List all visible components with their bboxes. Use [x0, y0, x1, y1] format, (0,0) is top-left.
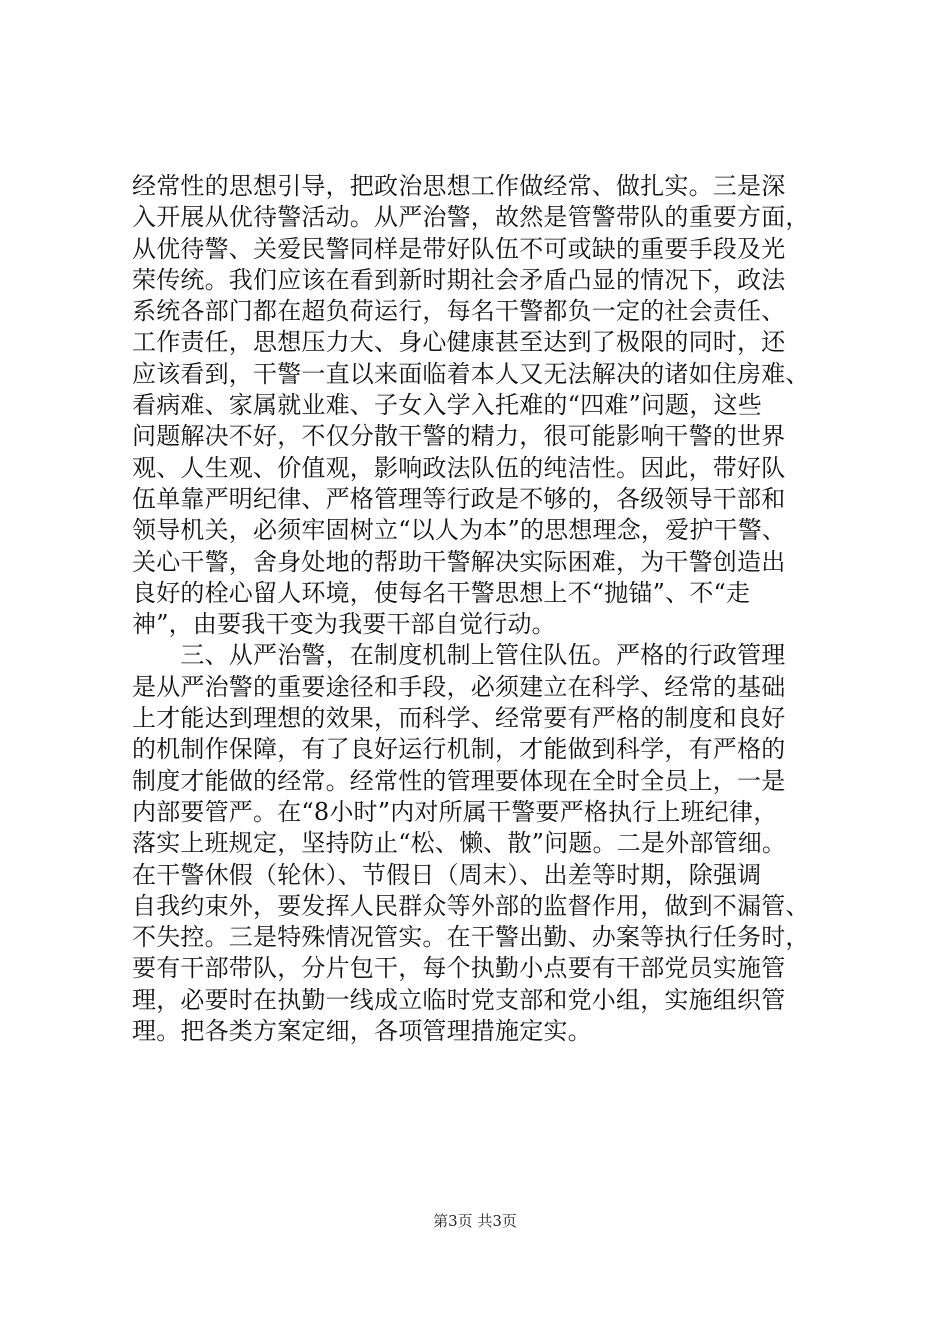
- text-line: 上才能达到理想的效果，而科学、经常要有严格的制度和良好: [132, 704, 786, 733]
- text-line: 制度才能做的经常。经常性的管理要体现在全时全员上，一是: [132, 766, 786, 795]
- text-line: 系统各部门都在超负荷运行，每名干警都负一定的社会责任、: [132, 297, 786, 326]
- text-line: 内部要管严。在“8小时”内对所属干警要严格执行上班纪律，: [132, 797, 778, 826]
- text-line: 看病难、家属就业难、子女入学入托难的“四难”问题，这些: [132, 391, 762, 420]
- text-line: 工作责任，思想压力大、身心健康甚至达到了极限的同时，还: [132, 328, 786, 357]
- text-line: 应该看到，干警一直以来面临着本人又无法解决的诸如住房难、: [132, 359, 810, 388]
- text-line: 不失控。三是特殊情况管实。在干警出勤、办案等执行任务时，: [132, 923, 810, 952]
- text-line: 从优待警、关爱民警同样是带好队伍不可或缺的重要手段及光: [132, 234, 786, 263]
- text-line: 三、从严治警，在制度机制上管住队伍。严格的行政管理: [132, 641, 786, 670]
- text-line: 入开展从优待警活动。从严治警，故然是管警带队的重要方面，: [132, 203, 810, 232]
- text-line: 理，必要时在执勤一线成立临时党支部和党小组，实施组织管: [132, 985, 786, 1014]
- text-line: 伍单靠严明纪律、严格管理等行政是不够的，各级领导干部和: [132, 484, 786, 513]
- text-line: 经常性的思想引导，把政治思想工作做经常、做扎实。三是深: [132, 172, 786, 200]
- text-line: 是从严治警的重要途径和手段，必须建立在科学、经常的基础: [132, 672, 786, 701]
- text-line: 落实上班规定，坚持防止“松、懒、散”问题。二是外部管细。: [132, 829, 787, 858]
- text-line: 理。把各类方案定细，各项管理措施定实。: [132, 1017, 592, 1046]
- text-line: 问题解决不好，不仅分散干警的精力，很可能影响干警的世界: [132, 422, 786, 451]
- text-line: 神”，由要我干变为我要干部自觉行动。: [132, 610, 556, 639]
- text-line: 观、人生观、价值观，影响政法队伍的纯洁性。因此，带好队: [132, 453, 786, 482]
- text-line: 要有干部带队，分片包干，每个执勤小点要有干部党员实施管: [132, 954, 786, 983]
- text-line: 的机制作保障，有了良好运行机制，才能做到科学，有严格的: [132, 735, 786, 764]
- text-line: 关心干警，舍身处地的帮助干警解决实际困难，为干警创造出: [132, 547, 786, 576]
- page-number-footer: 第3页 共3页: [433, 1212, 517, 1230]
- text-line: 在干警休假（轮休）、节假日（周末）、出差等时期，除强调: [132, 860, 762, 889]
- text-line: 荣传统。我们应该在看到新时期社会矛盾凸显的情况下，政法: [132, 265, 786, 294]
- text-line: 领导机关，必须牢固树立“以人为本”的思想理念，爱护干警、: [132, 516, 787, 545]
- text-line: 自我约束外，要发挥人民群众等外部的监督作用，做到不漏管、: [132, 891, 810, 920]
- text-line: 良好的栓心留人环境，使每名干警思想上不“抛锚”、不“走: [132, 578, 751, 607]
- body-text: [132, 171, 822, 1047]
